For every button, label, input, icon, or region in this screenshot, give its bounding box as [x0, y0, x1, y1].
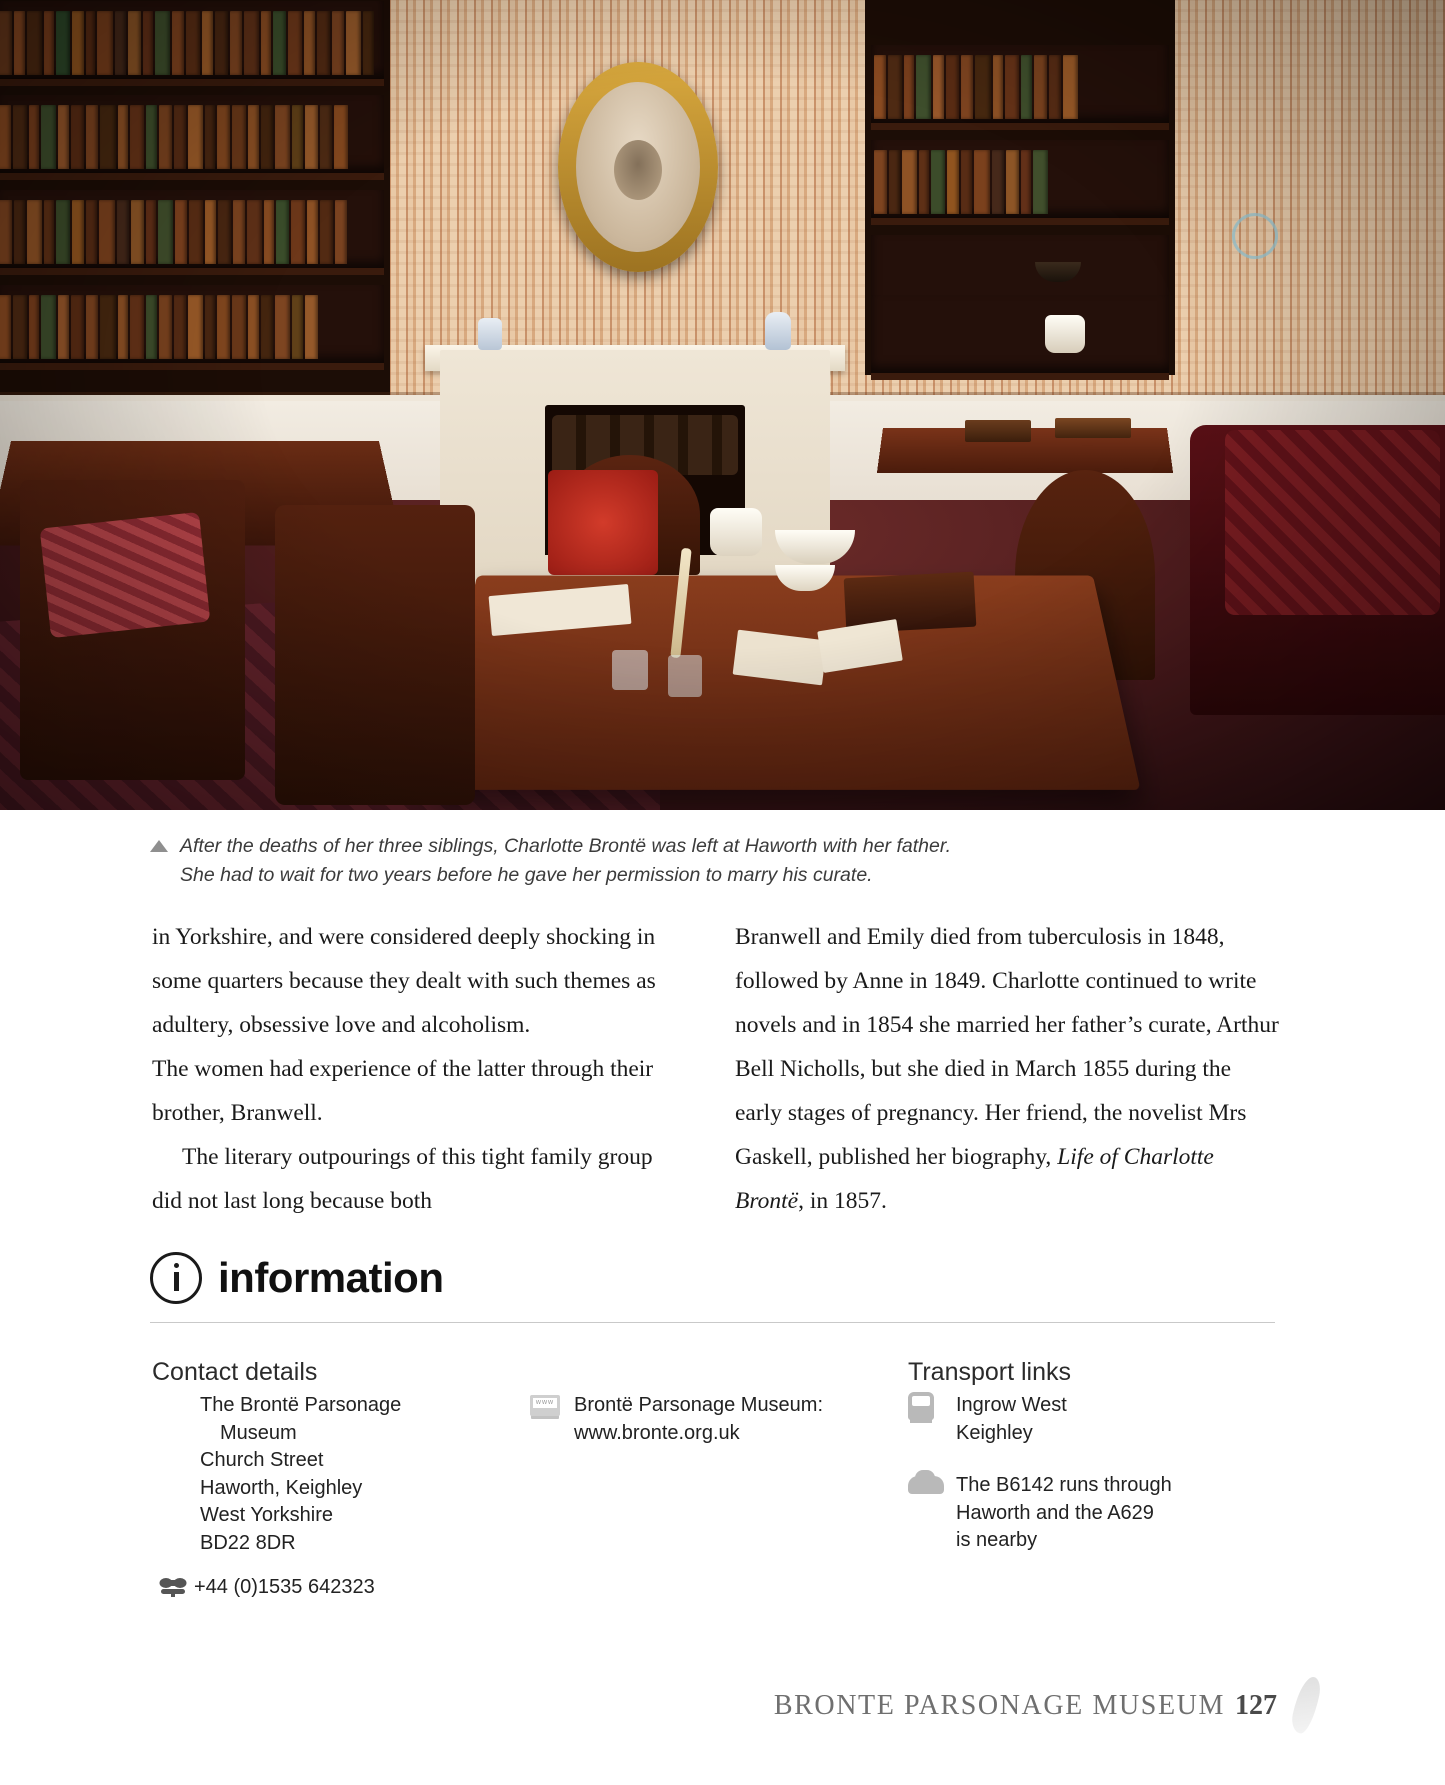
contact-details-title: Contact details — [152, 1358, 318, 1386]
information-heading — [150, 1252, 443, 1304]
address-line: The Brontë Parsonage — [200, 1394, 402, 1416]
wooden-box-right — [1055, 418, 1131, 438]
website-labels — [574, 1392, 823, 1447]
photo-bronte-parsonage-room — [0, 0, 1445, 810]
shelf — [871, 295, 1169, 380]
shelf — [871, 45, 1169, 130]
transport-item-rail — [908, 1392, 1067, 1447]
books-row — [871, 45, 1169, 123]
train-icon — [908, 1392, 934, 1420]
inkwell-right — [668, 655, 702, 697]
sofa-throw — [1225, 430, 1440, 615]
shelf — [0, 190, 384, 275]
address-line: BD22 8DR — [200, 1531, 296, 1554]
phone-row — [158, 1576, 375, 1599]
portrait-canvas — [576, 82, 700, 252]
address-line: Museum — [220, 1421, 297, 1444]
address-line: Church Street — [200, 1449, 324, 1471]
embroidered-cushion — [40, 512, 211, 638]
photo-scene — [0, 0, 1445, 810]
address-line: Haworth, Keighley — [200, 1476, 363, 1499]
body-column-left — [152, 915, 672, 1223]
transport-item-rail-labels — [956, 1392, 1067, 1447]
phone-number[interactable]: +44 (0)1535 642323 — [194, 1576, 375, 1598]
museum-address — [200, 1392, 401, 1557]
transport-line: Ingrow West — [956, 1394, 1067, 1416]
portrait-face — [614, 140, 662, 200]
chair-foreground — [275, 505, 475, 805]
section-divider — [150, 1322, 1275, 1323]
bookcase-left — [0, 0, 390, 425]
body-column-right — [735, 915, 1280, 1223]
website-url[interactable]: www.bronte.org.uk — [574, 1421, 740, 1444]
caption-line-1: After the deaths of her three siblings, Charlotte Brontë was left at Haworth with her father. — [180, 835, 952, 857]
paragraph: The literary outpourings of this tight family group did not last long because both — [152, 1144, 653, 1214]
www-icon — [530, 1395, 560, 1416]
lens-flare-icon — [1232, 213, 1278, 259]
shelf — [0, 285, 384, 370]
shelf-jug — [1045, 315, 1085, 353]
www-icon-text: www — [533, 1398, 557, 1408]
transport-item-road-labels — [956, 1472, 1172, 1555]
paragraph: The women had experience of the latter through their brother, Branwell. — [152, 1056, 654, 1126]
wooden-box-left — [965, 420, 1031, 442]
telephone-icon — [158, 1576, 188, 1598]
caption-line-2: She had to wait for two years before he gave her permission to marry his curate. — [180, 864, 873, 886]
footer-title: BRONTE PARSONAGE MUSEUM — [773, 1690, 1225, 1721]
books-row — [0, 190, 384, 268]
page-footer — [774, 1690, 1277, 1722]
mantel-vase-left — [478, 318, 502, 350]
caption-triangle-icon — [150, 840, 168, 852]
mantel-vase-right — [765, 312, 791, 350]
paragraph: in Yorkshire, and were considered deeply shocking in some quarters because they dealt with such themes as adultery, obsessive love and alcoholism. — [152, 924, 656, 1038]
transport-line: Keighley — [956, 1421, 1033, 1444]
info-circle-icon — [150, 1252, 202, 1304]
book-title-italic: Life of Charlotte Brontë — [735, 1144, 1214, 1214]
shelf — [871, 140, 1169, 225]
books-row — [871, 140, 1169, 218]
red-cushion — [548, 470, 658, 575]
shelf — [0, 1, 384, 86]
information-title: information — [218, 1254, 444, 1301]
car-icon — [908, 1476, 944, 1494]
website-caption: Brontë Parsonage Museum: — [574, 1394, 824, 1416]
address-line: West Yorkshire — [200, 1504, 334, 1526]
website-row — [530, 1392, 823, 1447]
transport-line: Haworth and the A629 — [956, 1501, 1154, 1524]
bookcase-right — [865, 0, 1175, 375]
inkwell-left — [612, 650, 648, 690]
transport-links-title: Transport links — [908, 1358, 1072, 1386]
photo-caption — [150, 832, 1250, 890]
books-row — [0, 285, 384, 363]
page-number: 127 — [1235, 1690, 1277, 1721]
feather-icon — [1289, 1674, 1323, 1735]
info-dot — [174, 1263, 179, 1268]
paragraph-part-1: Branwell and Emily died from tuberculosis in 1848, followed by Anne in 1849. Charlotte continued to write novels and in 1854 she married her father’s curate, Arthur Bell Nicholls, but she died in March 1855 during the early stages of pregnancy. Her friend, the novelist Mrs Gaskell, published her biography, — [735, 924, 1279, 1170]
transport-line: The B6142 runs through — [956, 1474, 1172, 1496]
transport-line: is nearby — [956, 1529, 1038, 1551]
paragraph-part-2: , in 1857. — [798, 1188, 887, 1214]
paragraph — [735, 915, 1280, 1223]
transport-item-road — [908, 1472, 1172, 1555]
books-row — [0, 95, 384, 173]
framed-portrait — [558, 62, 718, 272]
info-stem — [174, 1272, 179, 1291]
shelf — [0, 95, 384, 180]
books-row — [0, 1, 384, 79]
porcelain-jug — [710, 508, 762, 556]
